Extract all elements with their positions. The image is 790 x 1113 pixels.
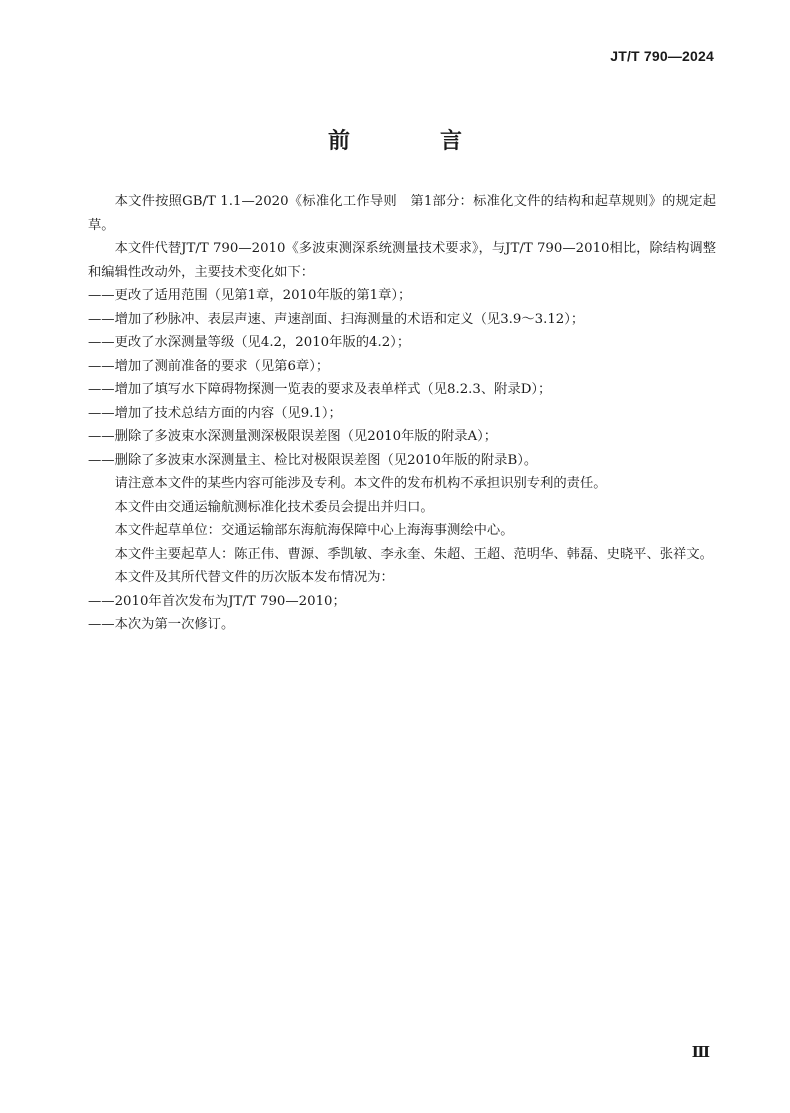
paragraph-patent-notice: 请注意本文件的某些内容可能涉及专利。本文件的发布机构不承担识别专利的责任。 xyxy=(114,476,607,491)
change-item: ——删除了多波束水深测量测深极限误差图（见2010年版的附录A）； xyxy=(88,429,498,444)
change-item: ——增加了测前准备的要求（见第6章）； xyxy=(88,358,330,374)
page-title: 前 言 xyxy=(327,129,496,154)
paragraph-version-history: 本文件及其所代替文件的历次版本发布情况为： xyxy=(114,570,394,585)
change-item: ——增加了技术总结方面的内容（见9.1）； xyxy=(88,405,342,421)
standard-code: JT/T 790—2024 xyxy=(610,48,714,64)
paragraph-drafters: 本文件主要起草人：陈正伟、曹源、季凯敏、李永奎、朱超、王超、范明华、韩磊、史晓平、张祥文。 xyxy=(114,546,713,562)
version-item: ——2010年首次发布为JT/T 790—2010； xyxy=(88,593,346,609)
paragraph-proposer: 本文件由交通运输航测标准化技术委员会提出并归口。 xyxy=(114,499,434,515)
change-item: ——增加了填写水下障碍物探测一览表的要求及表单样式（见8.2.3、附录D）； xyxy=(88,382,552,397)
paragraph-drafting-basis: 本文件按照GB/T 1.1—2020《标准化工作导则 第1部分：标准化文件的结构和起草规则》的规定起草。 xyxy=(88,194,716,233)
document-body xyxy=(88,190,716,637)
change-item: ——更改了水深测量等级（见4.2，2010年版的4.2）； xyxy=(88,335,411,350)
page-number: Ⅲ xyxy=(691,1043,710,1061)
change-item: ——增加了秒脉冲、表层声速、声速剖面、扫海测量的术语和定义（见3.9～3.12）； xyxy=(88,311,585,327)
paragraph-replacement: 本文件代替JT/T 790—2010《多波束测深系统测量技术要求》，与JT/T 790—2010相比，除结构调整和编辑性改动外，主要技术变化如下： xyxy=(88,241,716,280)
paragraph-drafting-unit: 本文件起草单位：交通运输部东海航海保障中心上海海事测绘中心。 xyxy=(114,523,514,538)
change-item: ——删除了多波束水深测量主、检比对极限误差图（见2010年版的附录B）。 xyxy=(88,452,538,468)
change-item: ——更改了适用范围（见第1章，2010年版的第1章）； xyxy=(88,288,412,303)
version-item: ——本次为第一次修订。 xyxy=(88,617,235,632)
